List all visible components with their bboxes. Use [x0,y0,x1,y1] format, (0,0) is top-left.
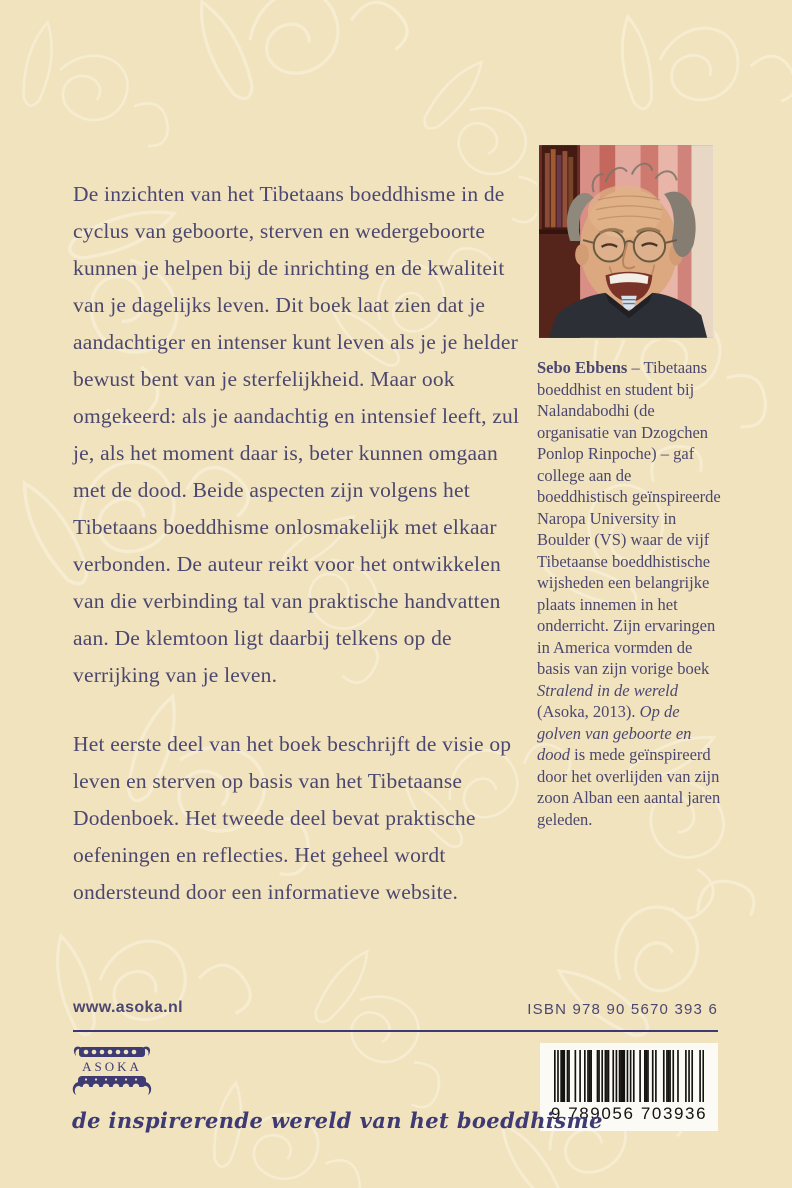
blurb [73,176,525,911]
author-photo [537,143,715,340]
bio-segment: Stralend in de wereld [537,680,678,700]
bio-segment: is mede geïnspireerd door het overlijden van zijn zoon Alban een aantal jaren geleden. [537,745,721,829]
barcode-number: 9 789056 703936 [550,1104,708,1123]
publisher-tagline: de inspirerende wereld van het boeddhisme [72,1108,603,1133]
isbn-text: ISBN 978 90 5670 393 6 [527,1001,718,1018]
publisher-logo [70,1042,154,1104]
bio-segment: – Tibetaans boeddhist en student bij Nalandabodhi (de organisatie van Dzogchen Ponlop Rinpoche) – gaf college aan de boeddhistisch geïnspireerde Naropa University in Boulder (VS) waar de vijf Tibetaanse boeddhistische wijsheden een belangrijke plaats innemen in het onderricht. Zijn ervaringen in America vormden de basis van zijn vorige boek [537,358,721,678]
bio-segment: Op de golven van geboorte en dood [537,702,692,764]
blurb-paragraph-1: De inzichten van het Tibetaans boeddhisme in de cyclus van geboorte, sterven en wedergeboorte kunnen je helpen bij de inrichting en de kwaliteit van je dagelijks leven. Dit boek laat zien dat je aandachtiger en intenser kunt leven als je je helder bewust bent van je sterfelijkheid. Maar ook omgekeerd: als je aandachtig en intensief leeft, zul je, als het moment daar is, beter kunnen omgaan met de dood. Beide aspecten zijn volgens het Tibetaans boeddhisme onlosmakelijk met elkaar verbonden. De auteur reikt voor het ontwikkelen van die verbinding tal van praktische handvatten aan. De klemtoon ligt daarbij telkens op de verrijking van je leven. [73,182,520,687]
author-name: Sebo Ebbens [537,358,628,377]
footer-divider [73,1030,718,1032]
logo-bottom-ornament [73,1076,151,1095]
bio-segment: (Asoka, 2013). [537,702,640,721]
asoka-wordmark: ASOKA [82,1059,142,1074]
blurb-paragraph-2: Het eerste deel van het boek beschrijft de visie op leven en sterven op basis van het Tibetaanse Dodenboek. Het tweede deel bevat praktische oefeningen en reflecties. Het geheel wordt ondersteund door een informatieve website. [73,732,512,904]
barcode-bars [554,1050,704,1102]
author-bio [537,357,723,830]
website-url: www.asoka.nl [73,999,184,1016]
